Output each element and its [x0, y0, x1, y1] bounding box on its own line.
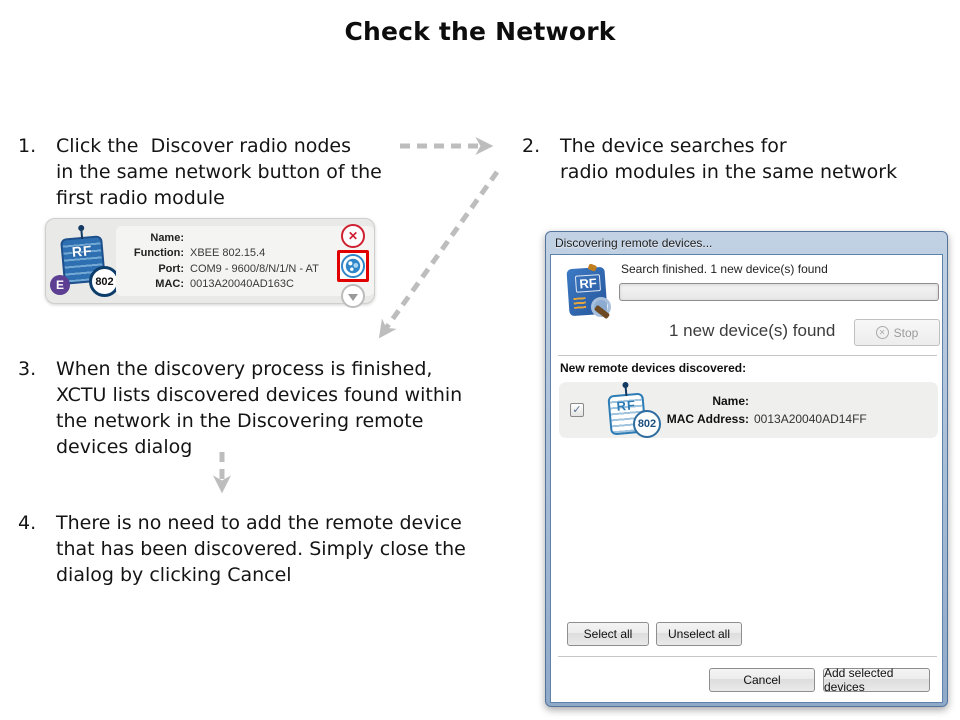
rf-chip-icon: RF [607, 393, 646, 436]
step-1-text: Click the Discover radio nodes in the same network button of the first radio module [56, 135, 382, 209]
step-4 [18, 510, 466, 588]
cancel-button[interactable]: Cancel [709, 668, 815, 692]
new-devices-section-label: New remote devices discovered: [560, 361, 747, 375]
stop-circle-x-icon: ✕ [876, 326, 889, 339]
module-button-column [337, 224, 369, 308]
page-title: Check the Network [344, 17, 616, 46]
red-highlight-box [337, 250, 369, 282]
magnifier-icon [591, 297, 611, 317]
arrow-step2-to-step3-icon [382, 172, 497, 334]
device-name-field: Name: [712, 394, 749, 408]
separator [558, 656, 937, 657]
radio-module-panel [45, 218, 375, 304]
step-1-number: 1. [18, 135, 37, 157]
expand-module-button[interactable] [341, 284, 365, 308]
module-info-box [116, 226, 374, 296]
add-selected-devices-button[interactable]: Add selected devices [823, 668, 930, 692]
device-fields [663, 392, 933, 428]
result-count-text: 1 new device(s) found [669, 321, 836, 340]
antenna-icon [625, 387, 628, 396]
search-status-text: Search finished. 1 new device(s) found [621, 262, 828, 276]
close-icon: ✕ [347, 229, 359, 243]
rf-device-icon [599, 388, 657, 436]
module-field-function: Function: XBEE 802.15.4 [133, 247, 266, 260]
rf-chip-icon: RF [566, 267, 607, 317]
device-mac-field: MAC Address: 0013A20040AD14FF [666, 412, 867, 426]
device-checkbox[interactable]: ✓ [570, 403, 584, 417]
step-2 [522, 133, 897, 185]
rf-search-icon [563, 263, 617, 325]
band-802-badge: 802 [633, 410, 661, 438]
antenna-icon [588, 263, 598, 271]
step-4-text: There is no need to add the remote device that has been discovered. Simply close the dialog by clicking Cancel [56, 512, 466, 586]
stop-button[interactable]: ✕ Stop [854, 319, 940, 346]
discovery-progress-bar [619, 283, 939, 301]
dialog-body [550, 254, 943, 703]
step-2-text: The device searches for radio modules in the same network [560, 135, 898, 183]
chip-pins-icon [573, 297, 586, 309]
module-field-name: Name: [150, 232, 184, 244]
step-4-number: 4. [18, 512, 37, 534]
network-nodes-icon [345, 258, 361, 274]
separator [558, 355, 937, 356]
module-field-mac: MAC: 0013A20040AD163C [155, 277, 294, 290]
discovering-remote-devices-dialog [545, 231, 948, 707]
step-1 [18, 133, 382, 211]
rf-chip-icon: RF [60, 235, 106, 284]
select-all-button[interactable]: Select all [567, 622, 649, 646]
antenna-icon [80, 230, 83, 239]
e-badge: E [50, 275, 70, 295]
unselect-all-button[interactable]: Unselect all [656, 622, 742, 646]
discovered-device-row [559, 382, 938, 438]
step-3-number: 3. [18, 358, 37, 380]
module-field-port: Port: COM9 - 9600/8/N/1/N - AT [158, 262, 319, 275]
step-3 [18, 356, 462, 460]
band-802-badge: 802 [89, 266, 120, 297]
rf-module-icon [52, 231, 116, 295]
close-module-button[interactable] [341, 224, 365, 248]
dialog-titlebar: Discovering remote devices... [555, 236, 713, 250]
discover-radio-nodes-button[interactable] [341, 254, 365, 278]
step-3-text: When the discovery process is finished, XCTU lists discovered devices found within the network in the Discovering remote devices dialog [56, 358, 463, 458]
chevron-down-icon [348, 294, 358, 301]
magnifier-handle-icon [594, 305, 610, 320]
step-2-number: 2. [522, 135, 541, 157]
